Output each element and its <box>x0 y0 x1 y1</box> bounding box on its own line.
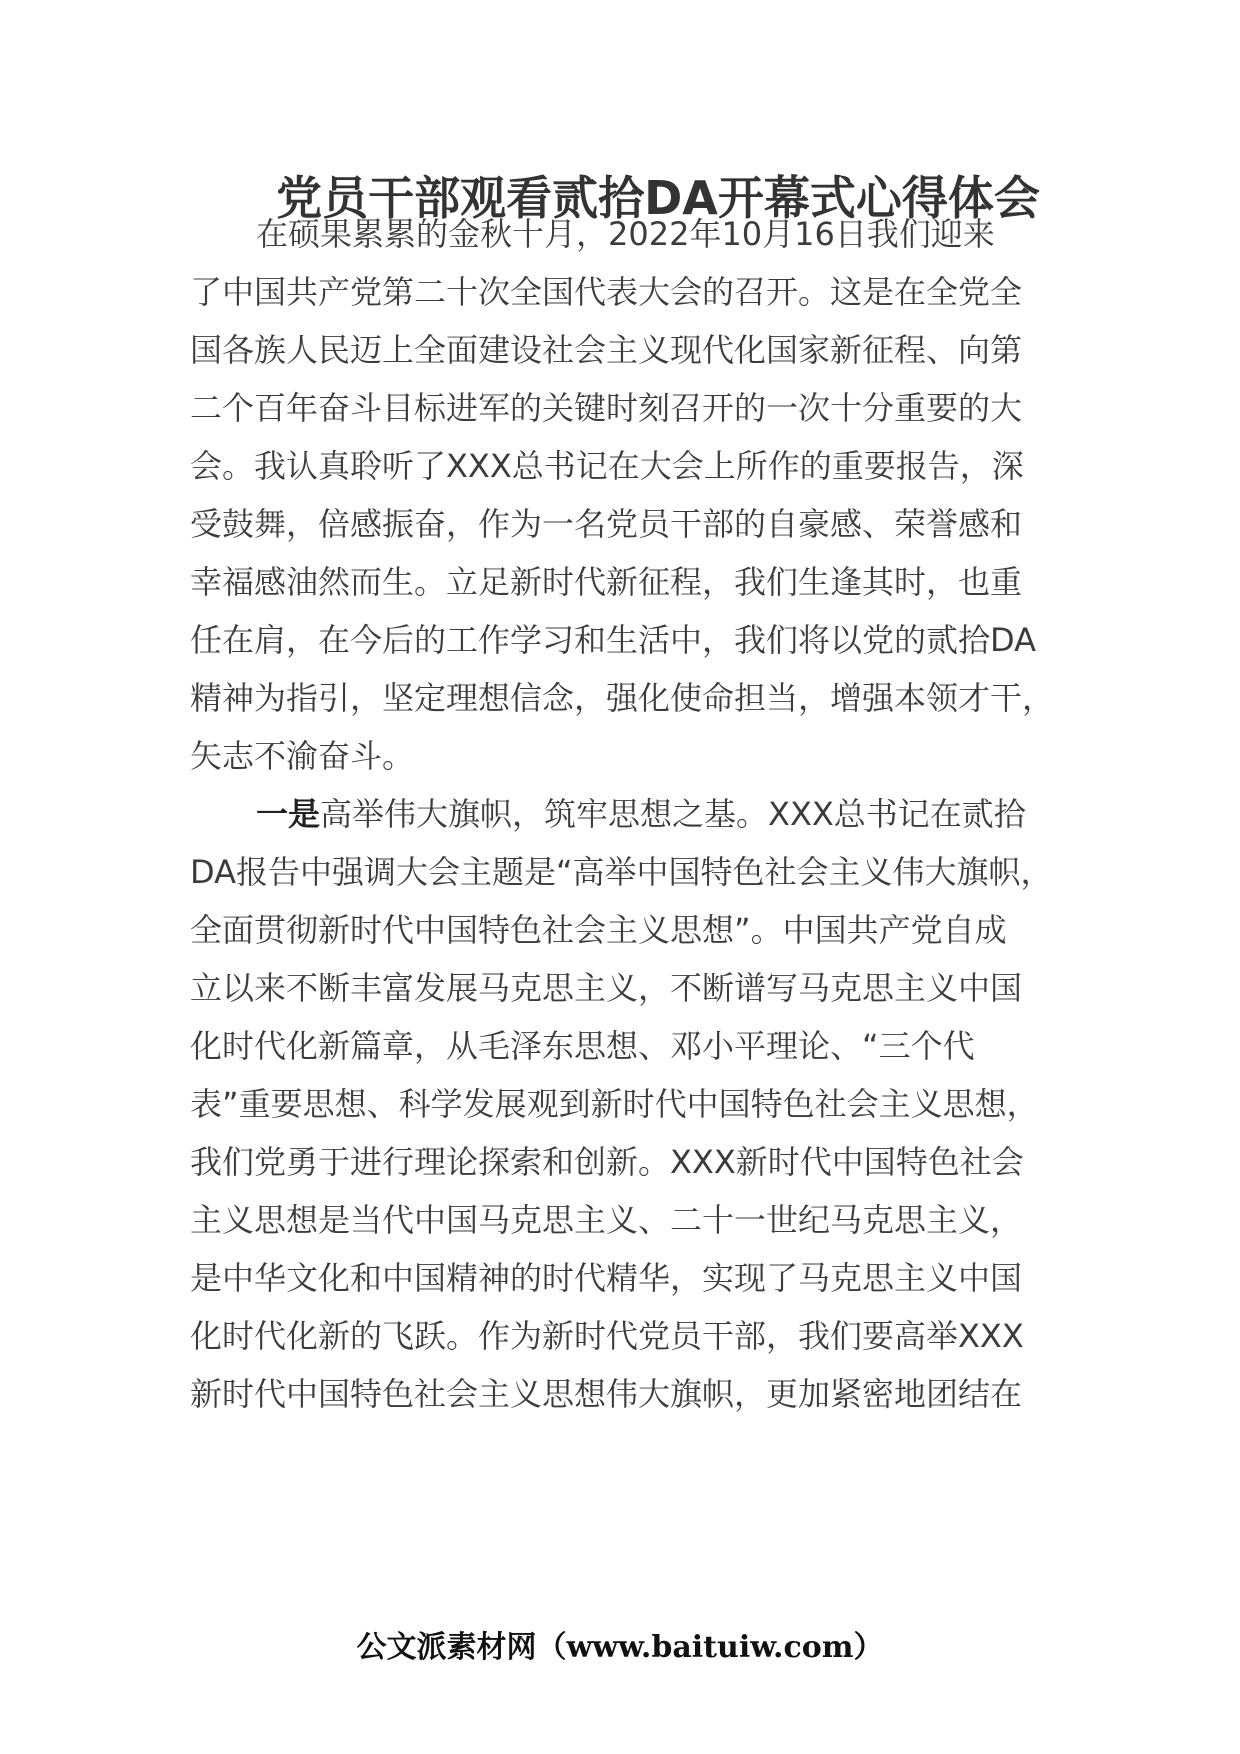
paragraph-1-line: 二个百年奋斗目标进军的关键时刻召开的一次十分重要的大 <box>190 389 1023 427</box>
paragraph-2-first-line-text: 高举伟大旗帜，筑牢思想之基。XXX总书记在贰拾 <box>320 795 1026 833</box>
paragraph-1-line: 在硕果累累的金秋十月，2022年10月16日我们迎来 <box>256 215 995 253</box>
paragraph-1-line: 幸福感油然而生。立足新时代新征程，我们生逢其时，也重 <box>190 563 1023 601</box>
document-title: 党员干部观看贰拾DA开幕式心得体会 <box>276 171 1040 225</box>
paragraph-2-line: 化时代化新的飞跃。作为新时代党员干部，我们要高举XXX <box>190 1317 1024 1355</box>
paragraph-1-line: 精神为指引，坚定理想信念，强化使命担当，增强本领才干， <box>190 679 1055 717</box>
paragraph-2-line: 立以来不断丰富发展马克思主义，不断谱写马克思主义中国 <box>190 969 1023 1007</box>
footer-source: 公文派素材网（www.baituiw.com） <box>356 1630 884 1665</box>
paragraph-1-line: 任在肩，在今后的工作学习和生活中，我们将以党的贰拾DA <box>190 621 1036 659</box>
paragraph-2-line: 全面贯彻新时代中国特色社会主义思想”。中国共产党自成 <box>190 911 1007 949</box>
paragraph-2-line: DA报告中强调大会主题是“高举中国特色社会主义伟大旗帜， <box>190 853 1053 891</box>
paragraph-1-line: 受鼓舞，倍感振奋，作为一名党员干部的自豪感、荣誉感和 <box>190 505 1023 543</box>
paragraph-1-line: 会。我认真聆听了XXX总书记在大会上所作的重要报告，深 <box>190 447 1024 485</box>
paragraph-2-line: 新时代中国特色社会主义思想伟大旗帜，更加紧密地团结在 <box>190 1375 1023 1413</box>
paragraph-1-line: 国各族人民迈上全面建设社会主义现代化国家新征程、向第 <box>190 331 1023 369</box>
paragraph-2-line: 化时代化新篇章，从毛泽东思想、邓小平理论、“三个代 <box>190 1027 975 1065</box>
paragraph-2-line: 主义思想是当代中国马克思主义、二十一世纪马克思主义， <box>190 1201 1023 1239</box>
paragraph-1-line: 了中国共产党第二十次全国代表大会的召开。这是在全党全 <box>190 273 1023 311</box>
paragraph-2-line: 表”重要思想、科学发展观到新时代中国特色社会主义思想， <box>190 1085 1039 1123</box>
paragraph-1-line: 矢志不渝奋斗。 <box>190 737 415 775</box>
paragraph-2-line: 是中华文化和中国精神的时代精华，实现了马克思主义中国 <box>190 1259 1023 1297</box>
paragraph-2-line: 我们党勇于进行理论探索和创新。XXX新时代中国特色社会 <box>190 1143 1024 1181</box>
paragraph-2-first-line <box>256 794 1026 834</box>
paragraph-2-lead: 一是 <box>256 795 321 833</box>
